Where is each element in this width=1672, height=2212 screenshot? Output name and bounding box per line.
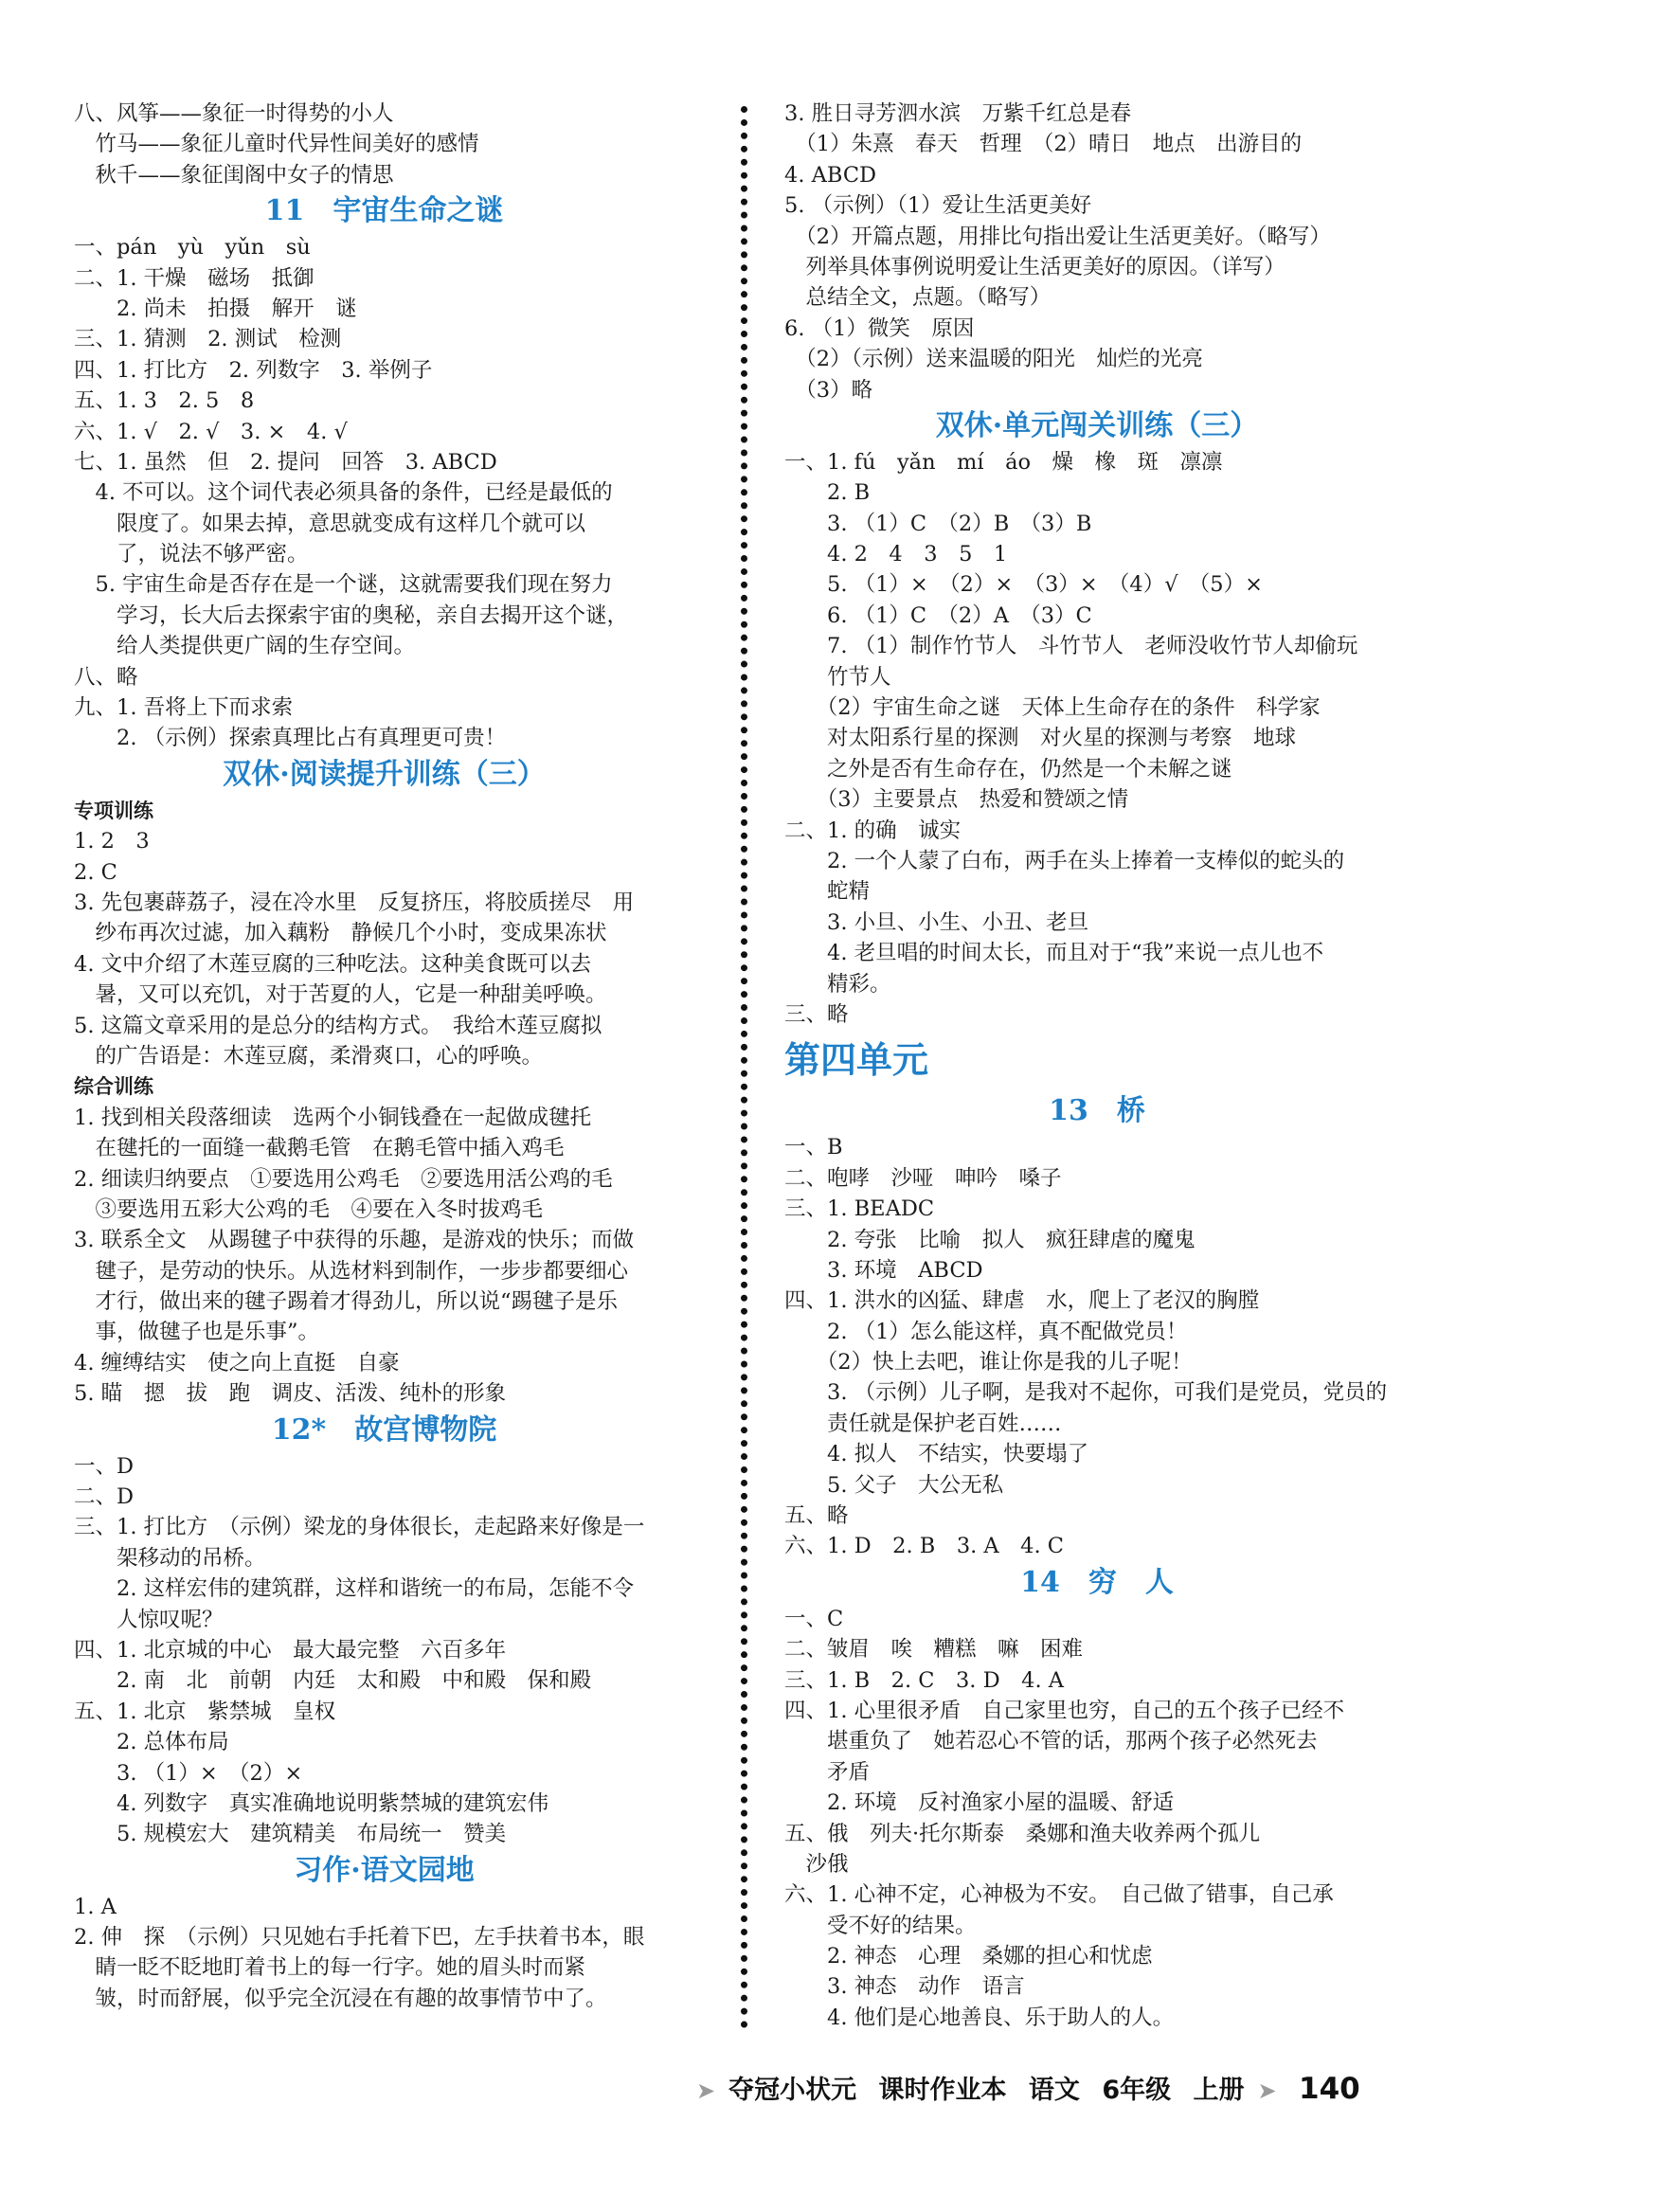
answer-line [74, 1041, 694, 1071]
answer-line [784, 1911, 1410, 1941]
answer-line [74, 1635, 694, 1665]
line-text: 堪重负了 她若忍心不管的话，那两个孩子必然死去 [784, 1729, 1318, 1754]
answer-line [74, 232, 694, 262]
line-text: 专项训练 [74, 799, 153, 822]
line-text: 1. 2 3 [74, 829, 150, 854]
answer-line [784, 784, 1410, 815]
answer-line [784, 252, 1410, 282]
line-text: 对太阳系行星的探测 对火星的探测与考察 地球 [784, 726, 1297, 751]
answer-line [74, 447, 694, 477]
line-text: 2. 伸 探 （示例）只见她右手托着下巴，左手扶着书本，眼 [74, 1925, 645, 1951]
answer-line [74, 662, 694, 692]
answer-line [784, 129, 1410, 159]
line-text: 12* 故宫博物院 [271, 1412, 497, 1447]
answer-line [784, 692, 1410, 723]
answer-line [784, 723, 1410, 753]
answer-line [784, 375, 1410, 405]
unit-heading [784, 1030, 1410, 1090]
answer-line [74, 1225, 694, 1255]
answer-line [74, 980, 694, 1010]
line-text: 14 穷 人 [1020, 1565, 1174, 1599]
line-text: 3. 胜日寻芳泗水滨 万紫千红总是春 [784, 101, 1132, 126]
line-text: 5. 父子 大公无私 [784, 1472, 1004, 1498]
line-text: 5. （1）× （2）× （3）× （4）√ （5）× [784, 572, 1263, 598]
line-text: 六、1. D 2. B 3. A 4. C [784, 1534, 1065, 1559]
line-text: 六、1. 心神不定，心神极为不安。 自己做了错事，自己承 [784, 1882, 1334, 1908]
line-text: 11 宇宙生命之谜 [264, 194, 504, 228]
answer-line [784, 999, 1410, 1030]
line-text: 暑，又可以充饥，对于苦夏的人，它是一种甜美呼唤。 [74, 982, 607, 1008]
line-text: 2. 细读归纳要点 ①要选用公鸡毛 ②要选用活公鸡的毛 [74, 1166, 613, 1192]
answer-line [784, 1634, 1410, 1664]
answer-line [784, 1726, 1410, 1756]
line-text: （2）宇宙生命之谜 天体上生命存在的条件 科学家 [784, 695, 1321, 721]
line-text: 秋千——象征闺阁中女子的情思 [74, 162, 394, 188]
line-text: 竹马——象征儿童时代异性间美好的感情 [74, 132, 479, 157]
line-text: 3. （示例）儿子啊，是我对不起你，可我们是党员，党员的 [784, 1380, 1388, 1406]
line-text: 限度了。如果去掉，意思就变成有这样几个就可以 [74, 511, 586, 536]
line-text: 综合训练 [74, 1075, 153, 1099]
line-text: 三、1. 猜测 2. 测试 检测 [74, 327, 342, 352]
footer-subject: 语文 [1028, 2076, 1080, 2105]
line-text: 三、1. 打比方 （示例）梁龙的身体很长，走起路来好像是一 [74, 1515, 645, 1540]
line-text: 毽子，是劳动的快乐。从选材料到制作，一步步都要细心 [74, 1258, 629, 1284]
line-text: 七、1. 虽然 但 2. 提问 回答 3. ABCD [74, 449, 497, 475]
line-text: 纱布再次过滤，加入藕粉 静候几个小时，变成果冻状 [74, 921, 607, 946]
answer-line [784, 1470, 1410, 1501]
answer-line [74, 1348, 694, 1378]
line-text: 双休·阅读提升训练（三） [223, 757, 546, 791]
line-text: 一、D [74, 1453, 135, 1479]
section-title [784, 1090, 1410, 1132]
answer-line [784, 447, 1410, 477]
answer-line [74, 386, 694, 416]
answer-line [784, 1819, 1410, 1849]
section-title [784, 405, 1410, 447]
answer-line [74, 129, 694, 159]
line-text: （2）（示例）送来温暖的阳光 灿烂的光亮 [784, 347, 1203, 372]
answer-line [784, 314, 1410, 344]
answer-line [784, 1286, 1410, 1316]
line-text: （1）朱熹 春天 哲理 （2）晴日 地点 出游目的 [784, 132, 1303, 157]
answer-line [784, 160, 1410, 190]
answer-line [784, 938, 1410, 968]
right-column [784, 99, 1410, 2033]
line-text: 3. 联系全文 从踢毽子中获得的乐趣，是游戏的快乐；而做 [74, 1228, 635, 1253]
line-text: 3. （1）C （2）B （3）B [784, 511, 1092, 536]
answer-line [784, 190, 1410, 221]
line-text: 6. （1）微笑 原因 [784, 315, 975, 341]
line-text: 人惊叹呢？ [74, 1607, 224, 1632]
line-text: 三、略 [784, 1001, 849, 1027]
line-text: 才行，做出来的毽子踢着才得劲儿，所以说“踢毽子是乐 [74, 1289, 619, 1315]
answer-line [74, 692, 694, 723]
section-title [74, 1410, 694, 1451]
line-text: 2. 环境 反衬渔家小屋的温暖、舒适 [784, 1790, 1175, 1816]
line-text: 2. 尚未 拍摄 解开 谜 [74, 296, 357, 321]
answer-line [74, 1789, 694, 1819]
answer-line [74, 1378, 694, 1409]
answer-line [74, 1892, 694, 1922]
line-text: 精彩。 [784, 971, 891, 997]
line-text: 5. 宇宙生命是否存在是一个谜，这就需要我们现在努力 [74, 572, 613, 598]
line-text: 5. 这篇文章采用的是总分的结构方式。 我给木莲豆腐拟 [74, 1013, 602, 1038]
line-text: 2. （示例）探索真理比占有真理更可贵！ [74, 726, 507, 751]
line-text: 四、1. 北京城的中心 最大最完整 六百多年 [74, 1637, 507, 1663]
footer-series: 课时作业本 [878, 2076, 1007, 2105]
answer-line [74, 1665, 694, 1696]
answer-line [784, 1255, 1410, 1286]
answer-line [784, 1604, 1410, 1634]
line-text: 2. （1）怎么能这样，真不配做党员！ [784, 1319, 1188, 1344]
answer-line [784, 1879, 1410, 1910]
line-text: 双休·单元闯关训练（三） [935, 408, 1259, 442]
line-text: 二、1. 的确 诚实 [784, 818, 962, 843]
answer-line [74, 1952, 694, 1983]
line-text: 3. （1）× （2）× [74, 1760, 303, 1786]
answer-line [74, 1819, 694, 1849]
answer-line [784, 876, 1410, 907]
footer-volume: 上册 [1193, 2076, 1245, 2105]
answer-line [74, 857, 694, 888]
line-text: 三、1. BEADC [784, 1196, 935, 1222]
answer-line [784, 1788, 1410, 1818]
answer-line [74, 918, 694, 948]
answer-line [784, 1225, 1410, 1255]
line-text: 竹节人 [784, 664, 891, 690]
line-text: 4. 列数字 真实准确地说明紫禁城的建筑宏伟 [74, 1790, 549, 1816]
line-text: 五、俄 列夫·托尔斯泰 桑娜和渔夫收养两个孤儿 [784, 1821, 1261, 1846]
answer-line [74, 417, 694, 447]
answer-line [74, 1758, 694, 1789]
line-text: 事，做毽子也是乐事”。 [74, 1320, 320, 1345]
answer-line [74, 1011, 694, 1041]
line-text: 二、咆哮 沙哑 呻吟 嗓子 [784, 1165, 1062, 1191]
answer-line [784, 1194, 1410, 1224]
answer-line [784, 1941, 1410, 1971]
answer-line [784, 601, 1410, 631]
answer-line [74, 1697, 694, 1727]
answer-line [784, 99, 1410, 129]
answer-line [74, 160, 694, 190]
line-text: 皱，时而舒展，似乎完全沉浸在有趣的故事情节中了。 [74, 1986, 607, 2011]
answer-line [74, 539, 694, 569]
line-text: 一、C [784, 1606, 844, 1631]
line-text: 6. （1）C （2）A （3）C [784, 602, 1092, 628]
answer-line [74, 1286, 694, 1317]
line-text: 一、B [784, 1135, 843, 1160]
subsection-label [74, 796, 694, 826]
line-text: 第四单元 [784, 1038, 929, 1082]
answer-line [784, 1377, 1410, 1408]
line-text: 2. 神态 心理 桑娜的担心和忧虑 [784, 1944, 1153, 1969]
answer-line [784, 1132, 1410, 1162]
line-text: 四、1. 心里很矛盾 自己家里也穷，自己的五个孩子已经不 [784, 1698, 1345, 1723]
answer-line [74, 1984, 694, 2014]
answer-line [74, 601, 694, 631]
answer-line [784, 1501, 1410, 1531]
line-text: 4. 老旦唱的时间太长，而且对于“我”来说一点儿也不 [784, 941, 1324, 966]
answer-line [784, 569, 1410, 600]
answer-line [784, 1757, 1410, 1788]
answer-line [74, 263, 694, 294]
line-text: 二、皱眉 唉 糟糕 嘛 困难 [784, 1637, 1084, 1663]
answer-line [784, 1696, 1410, 1726]
answer-line [74, 1605, 694, 1635]
line-text: 2. 南 北 前朝 内廷 太和殿 中和殿 保和殿 [74, 1668, 592, 1694]
answer-line [74, 1164, 694, 1195]
line-text: 了，说法不够严密。 [74, 542, 309, 567]
answer-line [784, 754, 1410, 784]
answer-line [784, 539, 1410, 569]
answer-line [74, 949, 694, 980]
footer-arrow-icon-2: ➤ [1257, 2077, 1277, 2104]
answer-line [784, 846, 1410, 876]
section-title [74, 754, 694, 796]
line-text: 之外是否有生命存在，仍然是一个未解之谜 [784, 756, 1232, 782]
line-text: 责任就是保护老百姓…… [784, 1411, 1062, 1436]
line-text: 2. C [74, 859, 117, 885]
line-text: 2. 一个人蒙了白布，两手在头上捧着一支棒似的蛇头的 [784, 848, 1345, 873]
answer-line [74, 294, 694, 324]
line-text: （2）快上去吧，谁让你是我的儿子呢！ [784, 1350, 1193, 1376]
answer-line [74, 1922, 694, 1952]
answer-line [784, 282, 1410, 313]
line-text: 1. 找到相关段落细读 选两个小铜钱叠在一起做成毽托 [74, 1105, 592, 1130]
answer-line [74, 509, 694, 539]
line-text: 二、D [74, 1484, 135, 1510]
line-text: 4. 2 4 3 5 1 [784, 542, 1008, 567]
line-text: 4. 文中介绍了木莲豆腐的三种吃法。这种美食既可以去 [74, 951, 592, 977]
line-text: 一、pán yù yǔn sù [74, 235, 311, 261]
line-text: 八、风筝——象征一时得势的小人 [74, 101, 394, 126]
answer-line [784, 1665, 1410, 1696]
line-text: 1. A [74, 1894, 117, 1919]
answer-line [784, 1347, 1410, 1377]
answer-line [74, 723, 694, 753]
answer-line [784, 1971, 1410, 2002]
answer-line [784, 509, 1410, 539]
answer-line [784, 344, 1410, 374]
line-text: 受不好的结果。 [784, 1913, 977, 1938]
answer-line [74, 1512, 694, 1542]
line-text: 三、1. B 2. C 3. D 4. A [784, 1667, 1065, 1693]
line-text: 4. 不可以。这个词代表必须具备的条件，已经是最低的 [74, 480, 613, 506]
answer-line [74, 355, 694, 386]
line-text: 八、略 [74, 664, 138, 690]
answer-line [784, 477, 1410, 508]
line-text: （2）开篇点题，用排比句指出爱让生活更美好。（略写） [784, 224, 1331, 249]
line-text: 睛一眨不眨地盯着书上的每一行字。她的眉头时而紧 [74, 1955, 586, 1981]
line-text: 13 桥 [1049, 1094, 1145, 1128]
answer-line [784, 1531, 1410, 1561]
answer-line [74, 631, 694, 661]
line-text: 4. ABCD [784, 162, 877, 188]
answer-line [74, 1451, 694, 1482]
line-text: 五、略 [784, 1503, 849, 1529]
line-text: 3. 环境 ABCD [784, 1257, 983, 1283]
answer-line [74, 1103, 694, 1133]
footer-arrow-icon: ➤ [696, 2077, 716, 2104]
line-text: 六、1. √ 2. √ 3. × 4. √ [74, 419, 348, 444]
answer-line [784, 908, 1410, 938]
line-text: 4. 他们是心地善良、乐于助人的人。 [784, 2005, 1175, 2030]
line-text: （3）略 [784, 377, 873, 403]
column-divider [741, 106, 747, 2029]
line-text: 7. （1）制作竹节人 斗竹节人 老师没收竹节人却偷玩 [784, 634, 1358, 659]
section-title [74, 190, 694, 232]
page-footer [696, 2065, 1360, 2113]
footer-grade: 6年级 [1102, 2076, 1172, 2105]
answer-line [784, 1849, 1410, 1879]
answer-line [784, 1163, 1410, 1194]
line-text: 给人类提供更广阔的生存空间。 [74, 634, 416, 659]
line-text: 矛盾 [784, 1759, 871, 1785]
answer-line [784, 969, 1410, 999]
line-text: 一、1. fú yǎn mí áo 燥 橡 斑 凛凛 [784, 449, 1223, 475]
line-text: 习作·语文园地 [294, 1853, 475, 1887]
line-text: 二、1. 干燥 磁场 抵御 [74, 265, 315, 291]
line-text: 五、1. 3 2. 5 8 [74, 388, 255, 414]
line-text: 架移动的吊桥。 [74, 1545, 266, 1571]
line-text: 学习，长大后去探索宇宙的奥秘，亲自去揭开这个谜， [74, 602, 629, 628]
subsection-label [74, 1071, 694, 1102]
answer-line [74, 888, 694, 918]
answer-line [784, 1439, 1410, 1469]
answer-line [74, 1574, 694, 1604]
line-text: 4. 缠缚结实 使之向上直挺 自豪 [74, 1350, 400, 1376]
line-text: 列举具体事例说明爱让生活更美好的原因。（详写） [784, 254, 1285, 279]
left-column [74, 99, 694, 2014]
answer-line [74, 1543, 694, 1574]
answer-line [74, 1317, 694, 1347]
answer-line [74, 1727, 694, 1757]
line-text: 的广告语是：木莲豆腐，柔滑爽口，心的呼唤。 [74, 1043, 544, 1069]
line-text: 在毽托的一面缝一截鹅毛管 在鹅毛管中插入鸡毛 [74, 1136, 565, 1161]
section-title [74, 1850, 694, 1892]
line-text: 四、1. 打比方 2. 列数字 3. 举例子 [74, 357, 433, 383]
answer-line [784, 816, 1410, 846]
line-text: ③要选用五彩大公鸡的毛 ④要在入冬时拔鸡毛 [74, 1196, 544, 1222]
line-text: 蛇精 [784, 879, 871, 905]
answer-line [74, 1482, 694, 1512]
answer-line [74, 324, 694, 354]
line-text: 2. B [784, 480, 871, 506]
line-text: （3）主要景点 热爱和赞颂之情 [784, 787, 1129, 813]
line-text: 3. 神态 动作 语言 [784, 1974, 1025, 2000]
answer-line [784, 1317, 1410, 1347]
answer-line [784, 222, 1410, 252]
answer-line [74, 1256, 694, 1286]
line-text: 2. 总体布局 [74, 1730, 229, 1755]
answer-line [74, 477, 694, 508]
line-text: 3. 小旦、小生、小丑、老旦 [784, 909, 1089, 935]
footer-brand: 夺冠小状元 [728, 2076, 857, 2105]
answer-line [784, 631, 1410, 661]
line-text: 3. 先包裹薜荔子，浸在冷水里 反复挤压，将胶质搓尽 用 [74, 890, 635, 915]
line-text: 四、1. 洪水的凶猛、肆虐 水，爬上了老汉的胸膛 [784, 1288, 1260, 1314]
section-title [784, 1562, 1410, 1604]
line-text: 五、1. 北京 紫禁城 皇权 [74, 1699, 336, 1724]
line-text: 总结全文，点题。（略写） [784, 285, 1052, 311]
line-text: 沙俄 [784, 1851, 849, 1877]
line-text: 九、1. 吾将上下而求索 [74, 695, 294, 721]
line-text: 2. 这样宏伟的建筑群，这样和谐统一的布局，怎能不令 [74, 1576, 635, 1602]
line-text: 2. 夸张 比喻 拟人 疯狂肆虐的魔鬼 [784, 1227, 1196, 1252]
page-number: 140 [1299, 2072, 1360, 2106]
line-text: 5. 规模宏大 建筑精美 布局统一 赞美 [74, 1822, 507, 1847]
answer-line [74, 826, 694, 856]
answer-line [784, 2003, 1410, 2033]
line-text: 4. 拟人 不结实，快要塌了 [784, 1442, 1089, 1467]
answer-line [74, 1133, 694, 1163]
answer-line [74, 569, 694, 600]
answer-line [784, 662, 1410, 692]
line-text: 5. 瞄 摁 拔 跑 调皮、活泼、纯朴的形象 [74, 1381, 507, 1407]
answer-line [74, 1195, 694, 1225]
answer-line [784, 1409, 1410, 1439]
line-text: 5. （示例）（1）爱让生活更美好 [784, 193, 1092, 219]
answer-line [74, 99, 694, 129]
